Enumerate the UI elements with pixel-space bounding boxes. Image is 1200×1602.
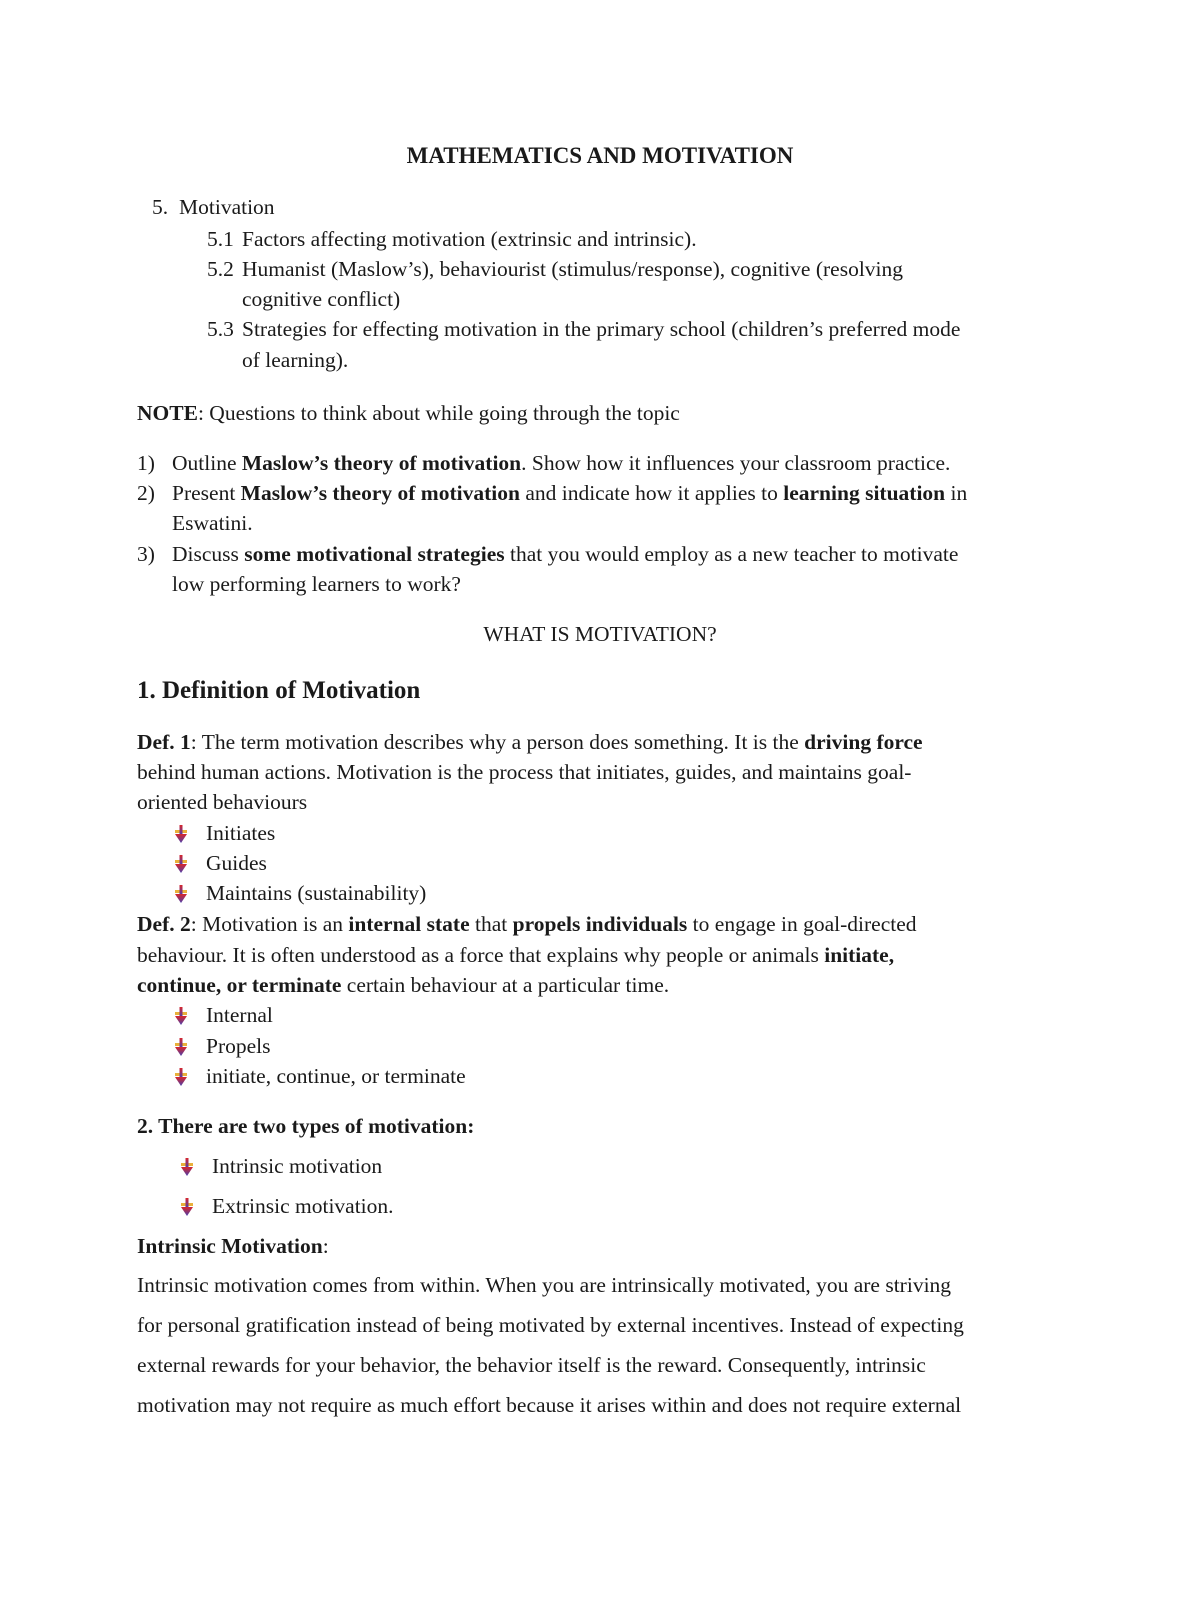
syllabus-item-number: 5.1 bbox=[207, 227, 234, 251]
bullet-item: Maintains (sustainability) bbox=[206, 881, 427, 905]
section-subtitle: WHAT IS MOTIVATION? bbox=[483, 622, 717, 646]
text-run: certain behaviour at a particular time. bbox=[341, 973, 670, 997]
text-run: : bbox=[322, 1234, 329, 1258]
section-title: 2. There are two types of motivation: bbox=[137, 1114, 475, 1138]
paragraph-line: external rewards for your behavior, the behavior itself is the reward. Consequently, intrinsic bbox=[137, 1353, 926, 1377]
text-run: : Motivation is an bbox=[190, 912, 349, 936]
bullet-item: Internal bbox=[206, 1003, 273, 1027]
question-text bbox=[172, 453, 950, 475]
emphasis: Maslow’s theory of motivation bbox=[241, 451, 522, 475]
syllabus-item-number: 5.3 bbox=[207, 317, 234, 341]
text-run: to engage in goal-directed bbox=[687, 912, 917, 936]
text-run: that you would employ as a new teacher to motivate bbox=[504, 542, 959, 566]
question-number: 2) bbox=[137, 481, 155, 505]
bullet-item: initiate, continue, or terminate bbox=[206, 1064, 466, 1088]
bullet-item: Intrinsic motivation bbox=[212, 1154, 383, 1178]
syllabus-number: 5. bbox=[152, 195, 169, 219]
definition-label: Def. 1 bbox=[137, 730, 191, 754]
question-text bbox=[172, 544, 958, 566]
section-heading bbox=[137, 678, 420, 703]
definition-line bbox=[137, 732, 923, 754]
syllabus-item-text: of learning). bbox=[242, 348, 349, 372]
syllabus-item-text: cognitive conflict) bbox=[242, 287, 401, 311]
emphasis: continue, or terminate bbox=[137, 973, 342, 997]
bullet-item: Initiates bbox=[206, 821, 276, 845]
text-run: and indicate how it applies to bbox=[519, 481, 784, 505]
arrow-bullet-icon bbox=[178, 1197, 196, 1217]
question-text: Eswatini. bbox=[172, 511, 253, 535]
emphasis: internal state bbox=[348, 912, 470, 936]
text-run: in bbox=[945, 481, 968, 505]
emphasis: some motivational strategies bbox=[244, 542, 505, 566]
section-number: 1. bbox=[137, 677, 156, 704]
emphasis: learning situation bbox=[783, 481, 946, 505]
arrow-bullet-icon bbox=[172, 854, 190, 874]
text-run: Present bbox=[172, 481, 241, 505]
syllabus-item-text: Strategies for effecting motivation in the primary school (children’s preferred mode bbox=[242, 317, 961, 341]
question-text bbox=[172, 483, 967, 505]
subsection-heading bbox=[137, 1236, 329, 1258]
arrow-bullet-icon bbox=[178, 1157, 196, 1177]
question-number: 3) bbox=[137, 542, 155, 566]
text-run: . Show how it influences your classroom practice. bbox=[521, 451, 951, 475]
syllabus-item-number: 5.2 bbox=[207, 257, 234, 281]
subsection-title: Intrinsic Motivation bbox=[137, 1234, 323, 1258]
note-paragraph bbox=[137, 403, 680, 425]
text-run: Discuss bbox=[172, 542, 245, 566]
definition-line bbox=[137, 914, 917, 936]
text-run: : The term motivation describes why a person does something. It is the bbox=[190, 730, 805, 754]
emphasis: Maslow’s theory of motivation bbox=[240, 481, 520, 505]
section-heading bbox=[137, 1116, 474, 1138]
syllabus-item-text: Humanist (Maslow’s), behaviourist (stimulus/response), cognitive (resolving bbox=[242, 257, 904, 281]
definition-line bbox=[137, 975, 669, 997]
section-title: Definition of Motivation bbox=[162, 677, 421, 704]
definition-line: oriented behaviours bbox=[137, 790, 308, 814]
definition-label: Def. 2 bbox=[137, 912, 191, 936]
arrow-bullet-icon bbox=[172, 1006, 190, 1026]
paragraph-line: for personal gratification instead of being motivated by external incentives. Instead of expecting bbox=[137, 1313, 964, 1337]
definition-line: behind human actions. Motivation is the process that initiates, guides, and maintains goal- bbox=[137, 760, 912, 784]
definition-line bbox=[137, 945, 894, 967]
bullet-item: Guides bbox=[206, 851, 267, 875]
bullet-item: Extrinsic motivation. bbox=[212, 1194, 394, 1218]
paragraph-line: motivation may not require as much effort because it arises within and does not require external bbox=[137, 1393, 962, 1417]
bullet-item: Propels bbox=[206, 1034, 271, 1058]
note-text: : Questions to think about while going through the topic bbox=[197, 401, 680, 425]
arrow-bullet-icon bbox=[172, 824, 190, 844]
syllabus-item-text: Factors affecting motivation (extrinsic and intrinsic). bbox=[242, 227, 697, 251]
page-title: MATHEMATICS AND MOTIVATION bbox=[406, 143, 794, 168]
emphasis: propels individuals bbox=[512, 912, 688, 936]
text-run: behaviour. It is often understood as a force that explains why people or animals bbox=[137, 943, 825, 967]
arrow-bullet-icon bbox=[172, 1037, 190, 1057]
question-number: 1) bbox=[137, 451, 155, 475]
note-label: NOTE bbox=[137, 401, 198, 425]
emphasis: driving force bbox=[804, 730, 923, 754]
emphasis: initiate, bbox=[824, 943, 895, 967]
syllabus-heading: Motivation bbox=[179, 195, 275, 219]
paragraph-line: Intrinsic motivation comes from within. When you are intrinsically motivated, you are striving bbox=[137, 1273, 952, 1297]
arrow-bullet-icon bbox=[172, 1067, 190, 1087]
text-run: that bbox=[469, 912, 513, 936]
text-run: Outline bbox=[172, 451, 242, 475]
arrow-bullet-icon bbox=[172, 884, 190, 904]
question-text: low performing learners to work? bbox=[172, 572, 461, 596]
